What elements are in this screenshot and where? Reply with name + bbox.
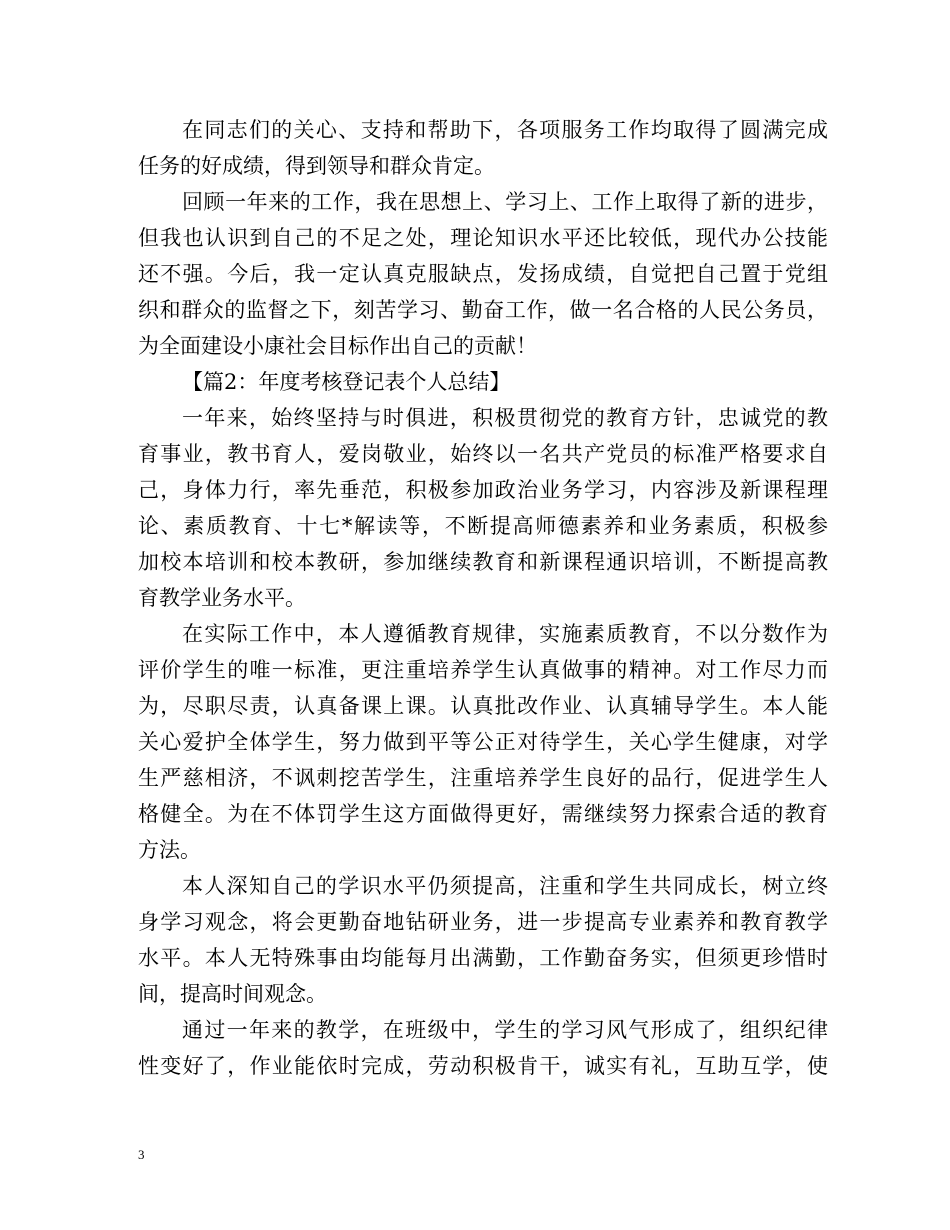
text-line: 格健全。为在不体罚学生这方面做得更好，需继续努力探索合适的教育 <box>138 802 828 826</box>
section-heading: 【篇2：年度考核登记表个人总结】 <box>182 370 511 394</box>
text-line: 在实际工作中，本人遵循教育规律，实施素质教育，不以分数作为 <box>182 622 828 646</box>
text-line: 生严慈相济，不讽刺挖苦学生，注重培养学生良好的品行，促进学生人 <box>138 766 828 790</box>
text-line: 任务的好成绩，得到领导和群众肯定。 <box>138 154 495 178</box>
text-line: 还不强。今后，我一定认真克服缺点，发扬成绩，自觉把自己置于党组 <box>138 262 828 286</box>
text-line: 在同志们的关心、支持和帮助下，各项服务工作均取得了圆满完成 <box>182 118 828 142</box>
text-line: 本人深知自己的学识水平仍须提高，注重和学生共同成长，树立终 <box>182 874 828 898</box>
text-line: 加校本培训和校本教研，参加继续教育和新课程通识培训，不断提高教 <box>138 550 828 574</box>
text-line: 身学习观念，将会更勤奋地钻研业务，进一步提高专业素养和教育教学 <box>138 910 828 934</box>
text-line: 但我也认识到自己的不足之处，理论知识水平还比较低，现代办公技能 <box>138 226 828 250</box>
document-body <box>138 112 828 1084</box>
text-line: 论、素质教育、十七*解读等，不断提高师德素养和业务素质，积极参 <box>138 514 828 538</box>
text-line: 为全面建设小康社会目标作出自己的贡献！ <box>138 334 537 358</box>
text-line: 织和群众的监督之下，刻苦学习、勤奋工作，做一名合格的人民公务员， <box>138 298 828 322</box>
text-line: 方法。 <box>138 838 201 862</box>
text-line: 关心爱护全体学生，努力做到平等公正对待学生，关心学生健康，对学 <box>138 730 828 754</box>
text-line: 通过一年来的教学，在班级中，学生的学习风气形成了，组织纪律 <box>182 1018 828 1042</box>
text-line: 间，提高时间观念。 <box>138 982 327 1006</box>
text-line: 育教学业务水平。 <box>138 586 306 610</box>
text-line: 评价学生的唯一标准，更注重培养学生认真做事的精神。对工作尽力而 <box>138 658 828 682</box>
text-line: 己，身体力行，率先垂范，积极参加政治业务学习，内容涉及新课程理 <box>138 478 828 502</box>
text-line: 一年来，始终坚持与时俱进，积极贯彻党的教育方针，忠诚党的教 <box>182 406 828 430</box>
page-number: 3 <box>138 1147 145 1162</box>
text-line: 育事业，教书育人，爱岗敬业，始终以一名共产党员的标准严格要求自 <box>138 442 828 466</box>
text-line: 水平。本人无特殊事由均能每月出满勤，工作勤奋务实，但须更珍惜时 <box>138 946 828 970</box>
text-line: 性变好了，作业能依时完成，劳动积极肯干，诚实有礼，互助互学，使 <box>138 1054 828 1078</box>
text-line: 回顾一年来的工作，我在思想上、学习上、工作上取得了新的进步， <box>182 190 828 214</box>
text-line: 为，尽职尽责，认真备课上课。认真批改作业、认真辅导学生。本人能 <box>138 694 828 718</box>
